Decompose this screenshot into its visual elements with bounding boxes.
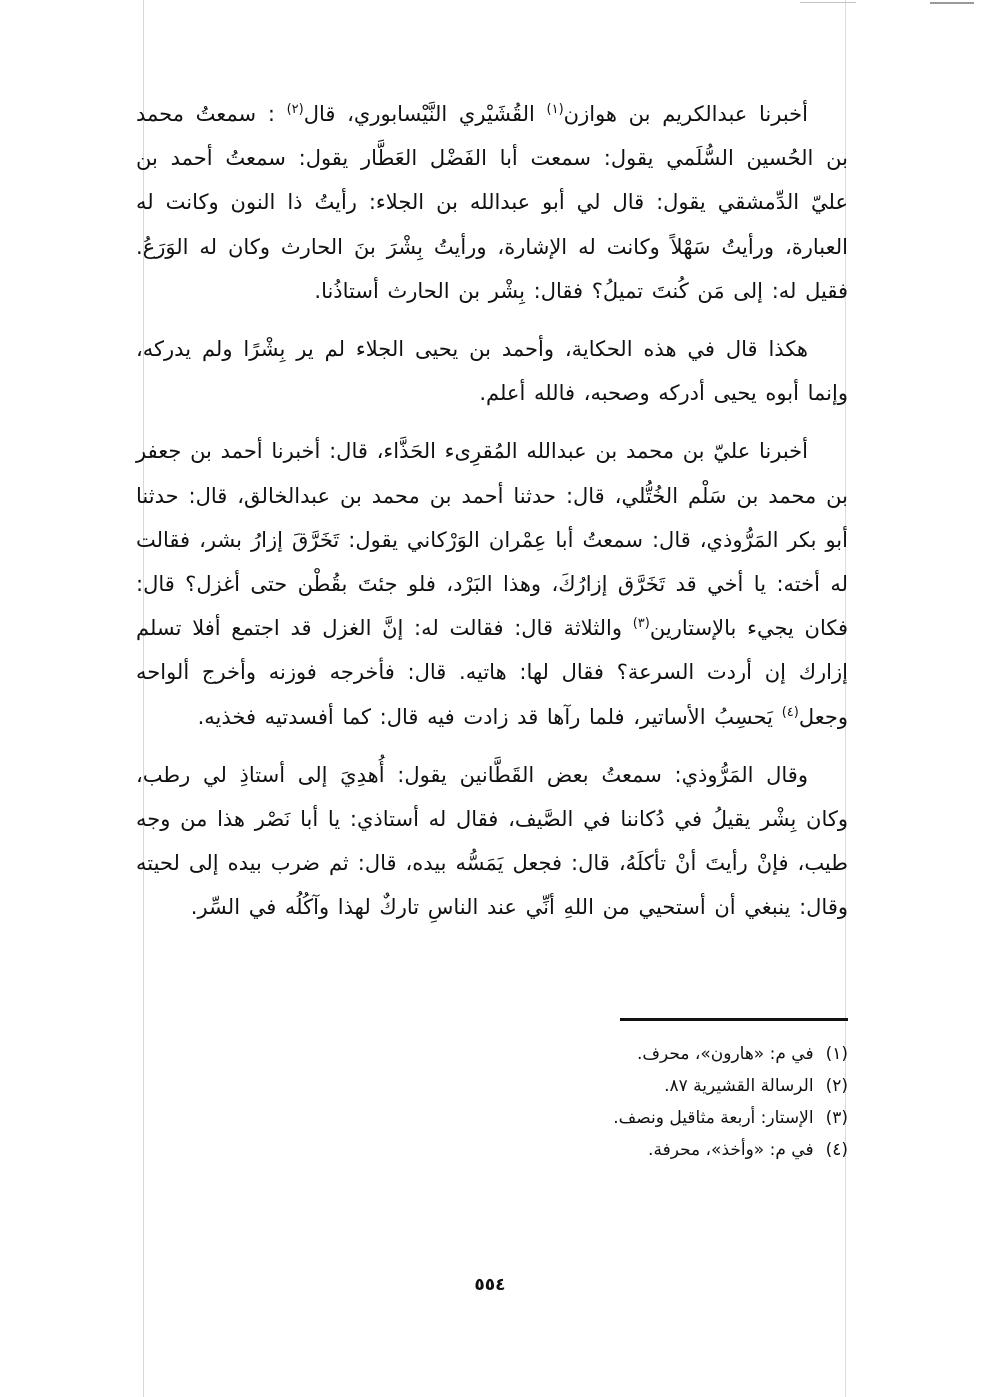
paragraph: هكذا قال في هذه الحكاية، وأحمد بن يحيى الجلاء لم ير بِشْرًا ولم يدركه، وإنما أبوه يحيى أدركه وصحبه، فالله أعلم. [136, 337, 848, 406]
paragraph: وقال المَرُّوذي: سمعتُ بعض القَطَّانين يقول: أُهدِيَ إلى أستاذِ لي رطب، وكان بِشْر يقيلُ في دُكاننا في الصَّيف، فقال له أستاذي: يا أبا نَصْر هذا من وجه طيب، فإنْ رأيتَ أنْ تأكلَهُ، قال: فجعل يَمَسُّه بيده، قال: ثم ضرب بيده إلى لحيته وقال: ينبغي أن أستحيي من اللهِ أنِّي عند الناسِ تاركٌ لهذا وآكُلُه في السِّر. [136, 762, 848, 920]
footnote-number: (٤) [825, 1140, 848, 1160]
footnote-number: (٣) [825, 1108, 848, 1128]
paragraph: أخبرنا عبدالكريم بن هوازن$^{(١)}$ القُشَيْري النَّيْسابوري، قال$^{(٢)}$ : سمعتُ محمد بن الحُسين السُّلَمي يقول: سمعت أبا الفَضْل العَطَّار يقول: سمعتُ أحمد بن عليّ الدِّمشقي يقول: قال لي أبو عبدالله بن الجلاء: رأيتُ ذا النون وكانت له العبارة، ورأيتُ سَهْلاً وكانت له الإشارة، ورأيتُ بِشْرَ بنَ الحارث وكان له الوَرَعُ. فقيل له: إلى مَن كُنتَ تميلُ؟ فقال: بِشْر بن الحارث أستاذُنا. [136, 102, 848, 303]
scan-top-mark [800, 2, 856, 3]
footnote-ref[interactable]: (٣) [632, 616, 650, 632]
footnote-number: (١) [825, 1044, 848, 1064]
page-number: ٥٥٤ [474, 1275, 506, 1295]
footnote-text: الرسالة القشيرية ٨٧. [664, 1076, 814, 1096]
footnote-number: (٢) [825, 1076, 848, 1096]
paragraph: أخبرنا عليّ بن محمد بن عبدالله المُقرِىء الحَذَّاء، قال: أخبرنا أحمد بن جعفر بن محمد بن سَلْم الخُتُّلي، قال: حدثنا أحمد بن محمد بن عبدالخالق، قال: حدثنا أبو بكر المَرُّوذي، قال: سمعتُ أبا عِمْران الوَرْكاني يقول: تَخَرَّقَ إزارُ بشر، فقالت له أخته: يا أخي قد تَخَرَّق إزارُكَ، وهذا البَرْد، فلو جئتَ بقُطْن حتى أغزل؟ قال: فكان يجيء بالإستارين$^{(٣)}$ والثلاثة قال: فقالت له: إنَّ الغزل قد اجتمع أفلا تسلم إزارك إن أردت السرعة؟ فقال لها: هاتيه. قال: فأخرجه فوزنه وأخرج ألواحه وجعل$^{(٤)}$ يَحسِبُ الأساتير، فلما رآها قد زادت فيه قال: كما أفسدتيه فخذيه. [136, 439, 848, 729]
footnote-ref[interactable]: (١) [546, 102, 564, 117]
footnote-text: في م: «وأخذ»، محرفة. [648, 1140, 814, 1160]
footnote-text: الإستار: أربعة مثاقيل ونصف. [613, 1108, 814, 1128]
footnote-item [440, 1102, 848, 1134]
footnotes [440, 1038, 848, 1166]
footnote-ref[interactable]: (٢) [286, 102, 304, 117]
footnote-ref[interactable]: (٤) [781, 704, 799, 720]
scan-top-mark [930, 2, 974, 4]
footnote-item [440, 1038, 848, 1070]
footnote-separator [620, 1018, 848, 1021]
footnote-item [440, 1070, 848, 1102]
footnote-item [440, 1134, 848, 1166]
page-body [136, 92, 848, 930]
footnote-text: في م: «هارون»، محرف. [636, 1044, 814, 1064]
